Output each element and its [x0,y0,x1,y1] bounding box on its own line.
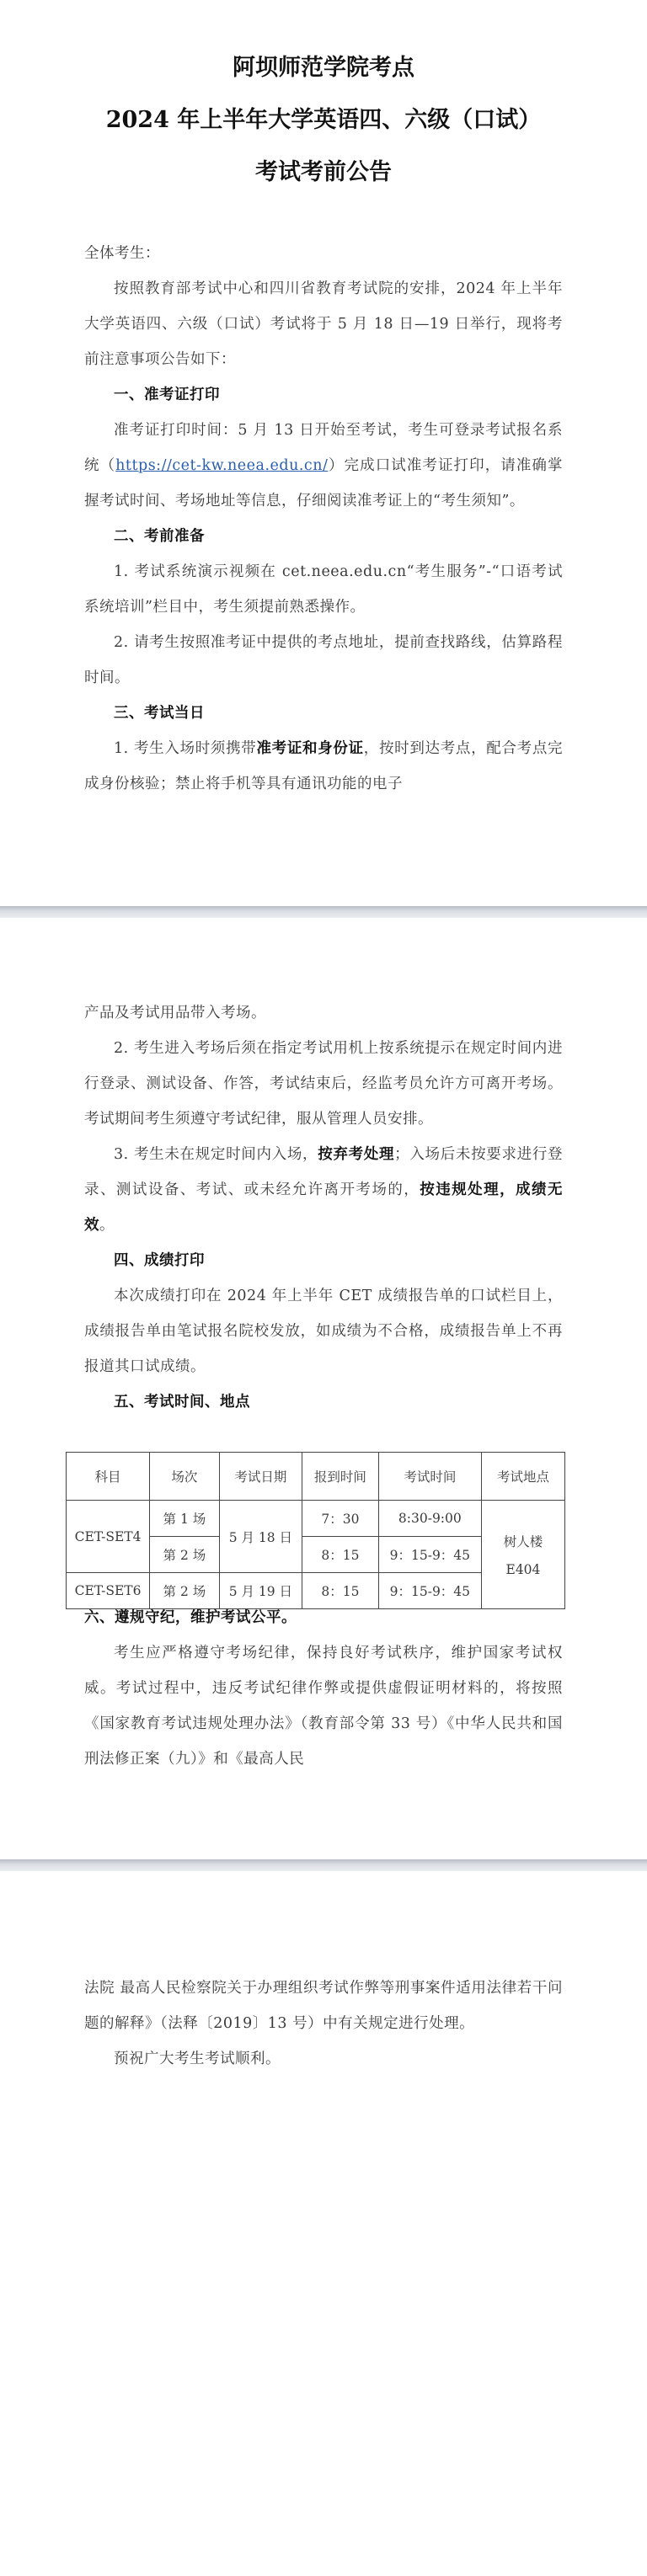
header-session: 场次 [150,1453,220,1501]
title-line-2: 2024 年上半年大学英语四、六级（口试） [105,107,542,133]
header-location: 考试地点 [481,1453,564,1501]
section-2-heading: 二、考前准备 [114,528,205,545]
cell-report-time: 7：30 [302,1501,379,1537]
section-1-text-a: 准考证打印时间：5 月 13 日开始至考试，考生可登录考试报名系统（ [84,422,563,474]
section-3-item-2: 2. 考生进入考场后须在指定考试用机上按系统提示在规定时间内进行登录、测试设备、作答，考试结束后，经监考员允许方可离开考场。考试期间考生须遵守考试纪律，服从管理人员安排。 [84,1040,563,1128]
cell-subject: CET-SET4 [67,1501,150,1573]
section-1-text-b: ）完成口试准考证打印，请准确掌握考试时间、考场地址等信息，仔细阅读准考证上的“考生须知”。 [84,457,564,509]
cell-report-time: 8：15 [302,1573,379,1609]
cell-exam-time: 9：15-9：45 [378,1573,481,1609]
cell-exam-time: 9：15-9：45 [378,1537,481,1573]
section-3-item-1-bold: 准考证和身份证 [256,740,364,757]
cell-report-time: 8：15 [302,1537,379,1573]
location-line-1: 树人楼 [503,1534,543,1549]
title-line-1: 阿坝师范学院考点 [233,55,414,81]
cell-date: 5 月 18 日 [219,1501,302,1573]
section-6-heading: 六、遵规守纪，维护考试公平。 [84,1609,297,1626]
page-2-body [84,995,563,1420]
cell-session: 第 2 场 [150,1573,220,1609]
page-3-body [84,1971,563,2077]
page-separator [0,906,647,918]
page-1-body [84,236,563,802]
exam-schedule-table [66,1452,565,1609]
header-date: 考试日期 [219,1453,302,1501]
cell-location [481,1501,564,1609]
closing-line: 预祝广大考生考试顺利。 [114,2051,281,2067]
salutation: 全体考生： [84,245,160,262]
cell-exam-time: 8:30-9:00 [378,1501,481,1537]
location-line-2: E404 [505,1562,541,1577]
cell-subject: CET-SET6 [67,1573,150,1609]
section-3-item-1-text-a: 1. 考生入场时须携带 [114,740,257,757]
section-3-item-3-bold-2: 按违规处理，成绩无效 [84,1181,564,1234]
intro-paragraph: 按照教育部考试中心和四川省教育考试院的安排，2024 年上半年大学英语四、六级（口试）考试将于 5 月 18 日—19 日举行，现将考前注意事项公告如下： [84,280,563,368]
section-1-paragraph [84,413,563,519]
page-3-continuation: 法院 最高人民检察院关于办理组织考试作弊等刑事案件适用法律若干问题的解释》（法释〔2019〕13 号）中有关规定进行处理。 [84,1980,563,2032]
header-report-time: 报到时间 [302,1453,379,1501]
title-line-3: 考试考前公告 [255,159,392,185]
section-4-heading: 四、成绩打印 [114,1252,205,1269]
section-3-item-3 [84,1137,563,1243]
cell-date: 5 月 19 日 [219,1573,302,1609]
section-3-item-3-bold-1: 按弃考处理 [318,1146,395,1163]
section-1-heading: 一、准考证打印 [114,387,220,403]
section-6-paragraph: 考生应严格遵守考场纪律，保持良好考试秩序，维护国家考试权威。考试过程中，违反考试纪律作弊或提供虚假证明材料的，将按照《国家教育考试违规处理办法》（教育部令第 33 号）《中华人民共和国刑法修正案（九）》和《最高人民 [84,1645,563,1768]
section-3-item-3-text-b: ；入场后未按要求进行登录、测试设备、考试、或未经允许离开考场的， [84,1146,564,1198]
document-page-3 [0,1871,647,2576]
section-2-item-2: 2. 请考生按照准考证中提供的考点地址，提前查找路线，估算路程时间。 [84,634,563,686]
document-page-2 [0,918,647,1859]
section-2-item-1: 1. 考试系统演示视频在 cet.neea.edu.cn“考生服务”-“口语考试系统培训”栏目中，考生须提前熟悉操作。 [84,563,563,616]
cell-session: 第 1 场 [150,1501,220,1537]
header-subject: 科目 [67,1453,150,1501]
registration-link[interactable]: https://cet-kw.neea.edu.cn/ [115,457,329,474]
page-separator [0,1859,647,1871]
page-2-body-lower [84,1600,563,1777]
cell-session: 第 2 场 [150,1537,220,1573]
section-4-paragraph: 本次成绩打印在 2024 年上半年 CET 成绩报告单的口试栏目上，成绩报告单由笔试报名院校发放，如成绩为不合格，成绩报告单上不再报道其口试成绩。 [84,1288,563,1375]
section-3-heading: 三、考试当日 [114,705,205,722]
section-5-heading: 五、考试时间、地点 [114,1394,250,1411]
header-exam-time: 考试时间 [378,1453,481,1501]
table-row [67,1501,565,1537]
section-3-item-1-text-b: ，按时到达考点，配合考点完成身份核验；禁止将手机等具有通讯功能的电子 [84,740,564,792]
document-page-1 [0,0,647,905]
section-3-item-1 [84,731,563,802]
section-3-item-3-text-a: 3. 考生未在规定时间内入场， [114,1146,318,1163]
table-header-row [67,1453,565,1501]
section-3-item-3-text-c: 。 [99,1217,115,1234]
page-2-continuation: 产品及考试用品带入考场。 [84,1005,266,1021]
